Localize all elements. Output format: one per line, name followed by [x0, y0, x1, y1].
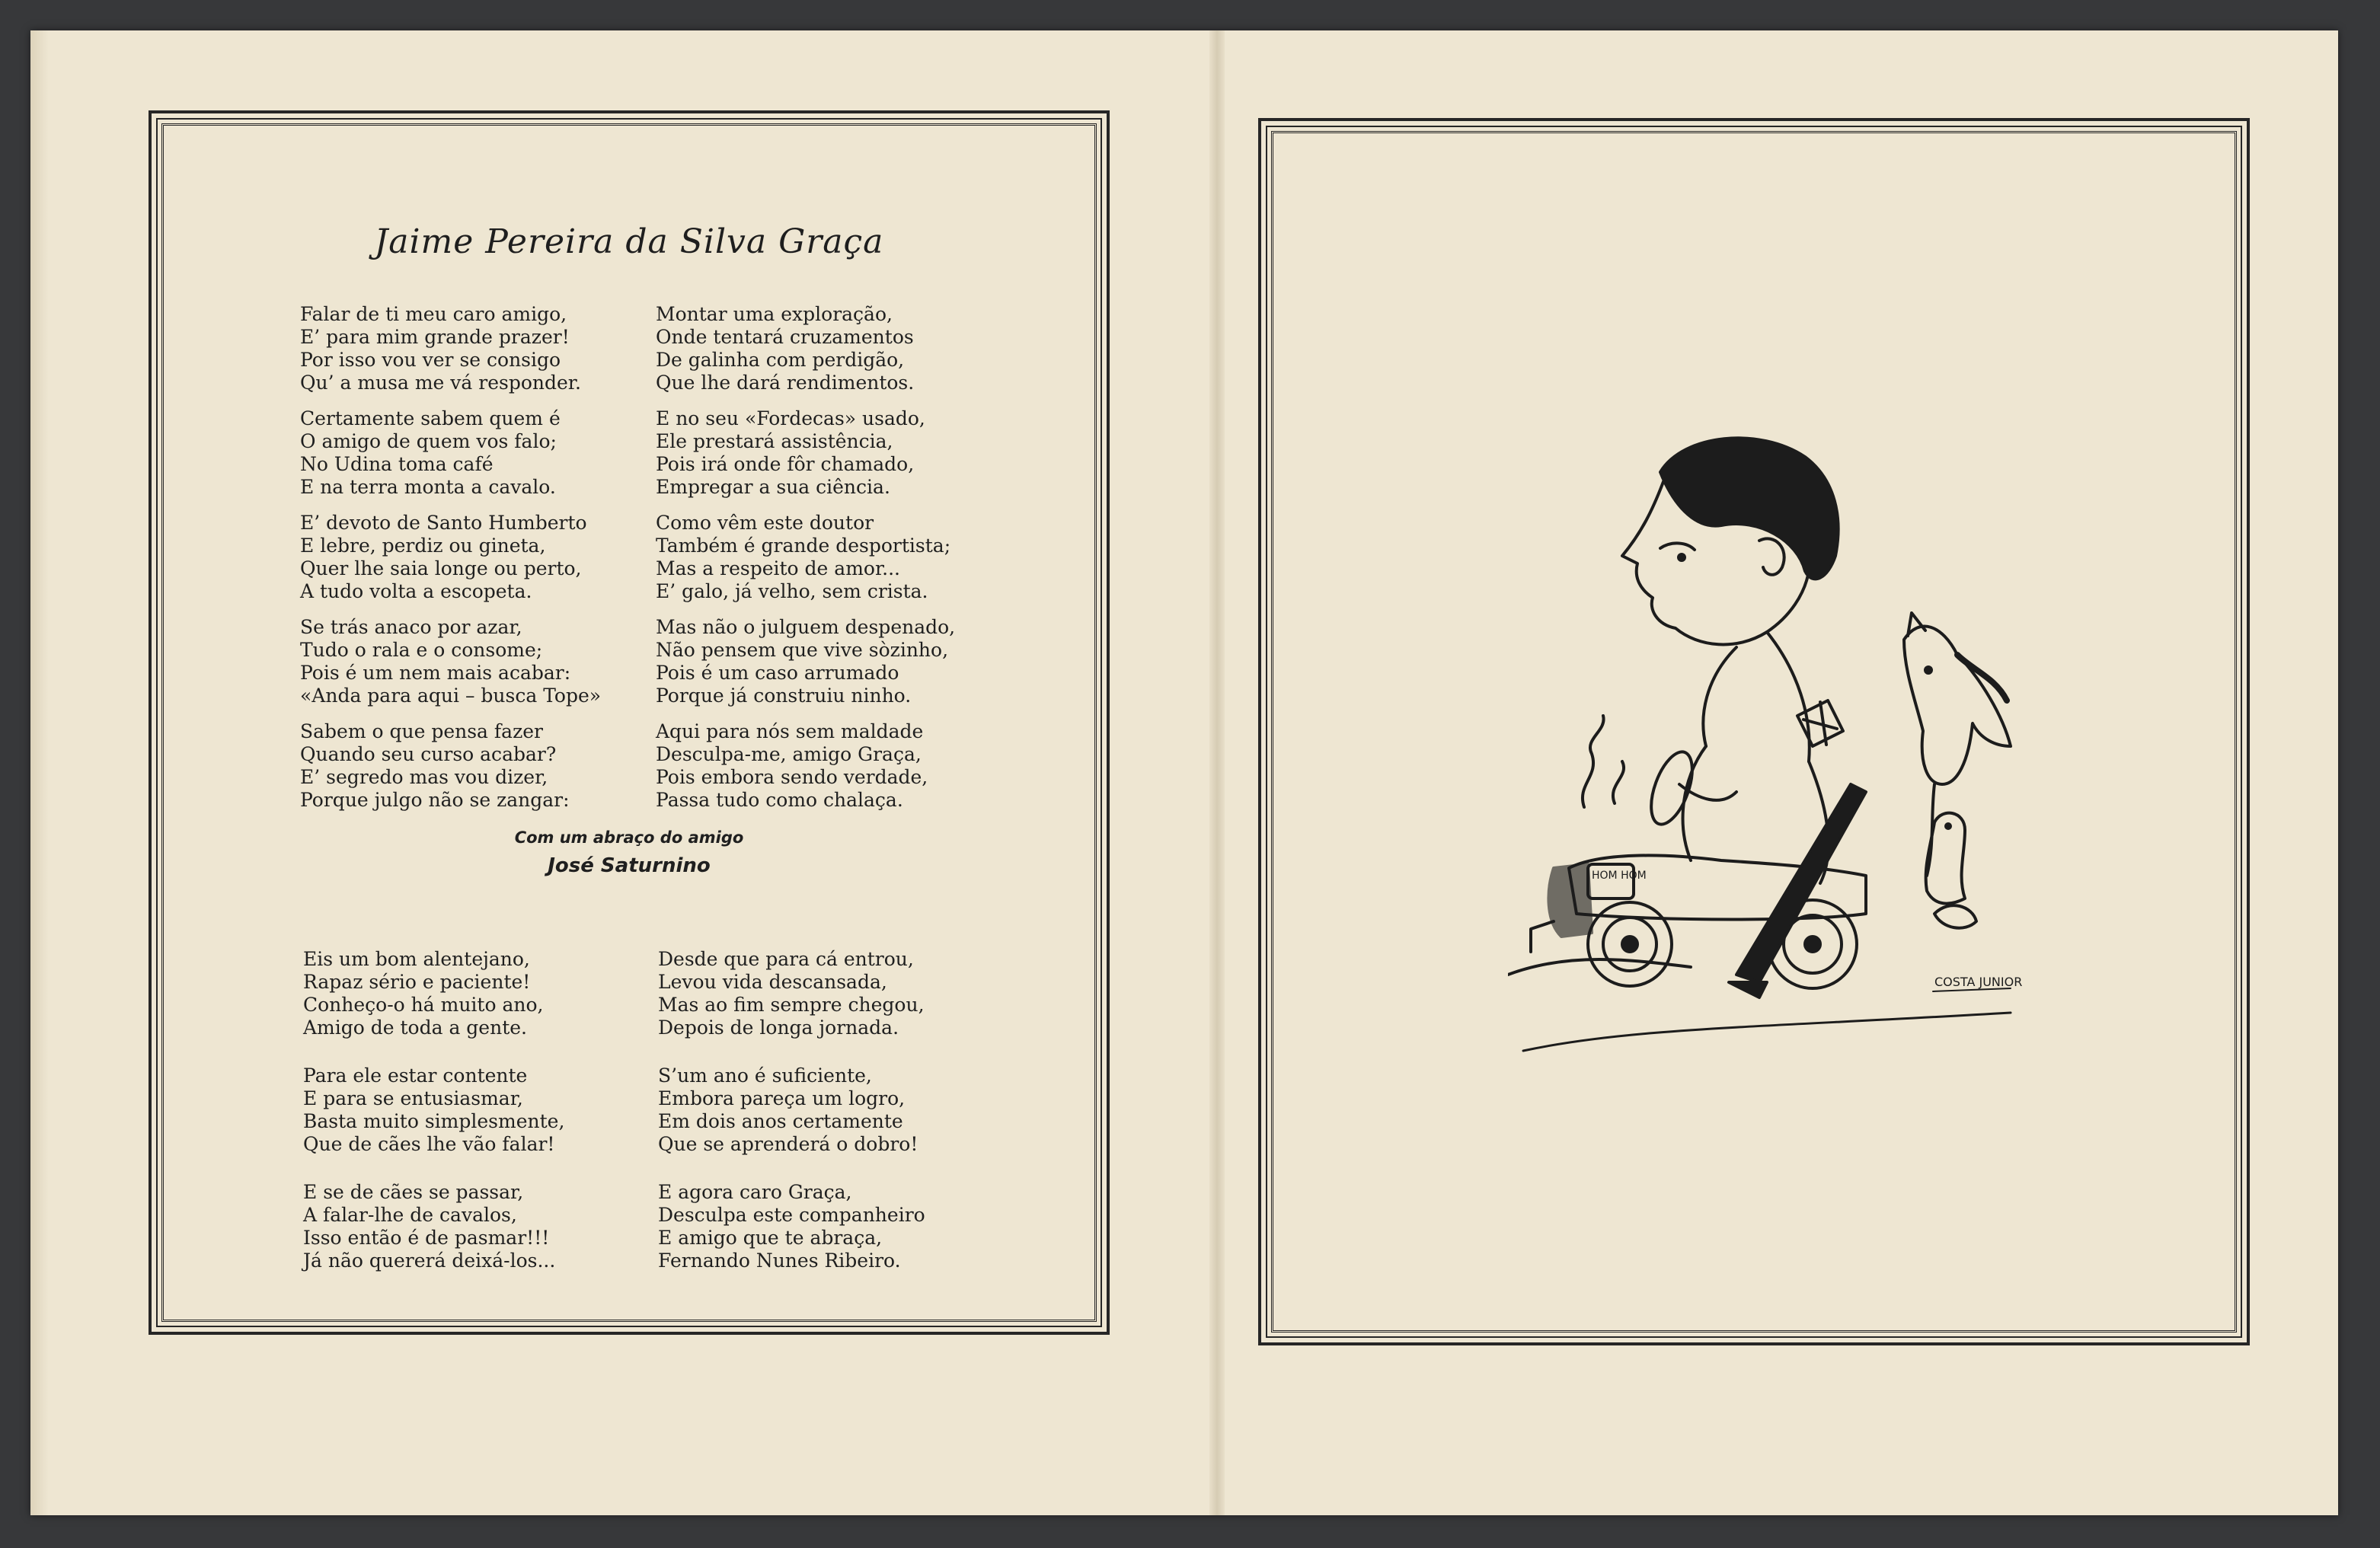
verse-line: Fernando Nunes Ribeiro. [658, 1250, 901, 1272]
verse-line: Tudo o rala e o consome; [300, 639, 543, 661]
verse-line: Pois é um caso arrumado [656, 662, 899, 684]
verse-line: Certamente sabem quem é [300, 407, 561, 429]
verse-line: Amigo de toda a gente. [303, 1017, 527, 1039]
verse-line: Conheço-o há muito ano, [303, 994, 544, 1016]
verse-line: Qu’ a musa me vá responder. [300, 372, 581, 394]
verse-line: De galinha com perdigão, [656, 349, 905, 371]
verse-line: Desde que para cá entrou, [658, 948, 914, 970]
verse-line: Por isso vou ver se consigo [300, 349, 561, 371]
verse-line: E’ segredo mas vou dizer, [300, 766, 548, 788]
left-page-border [149, 110, 1110, 1335]
verse-line: Não pensem que vive sòzinho, [656, 639, 949, 661]
verse-line: E agora caro Graça, [658, 1181, 852, 1203]
verse-line: Que se aprenderá o dobro! [658, 1133, 918, 1155]
verse-line: Empregar a sua ciência. [656, 476, 890, 498]
verse-line: Porque julgo não se zangar: [300, 789, 570, 811]
stanza [656, 512, 955, 603]
verse-line: Passa tudo como chalaça. [656, 789, 903, 811]
verse-line: Sabem o que pensa fazer [300, 720, 543, 742]
verse-line: E no seu «Fordecas» usado, [656, 407, 925, 429]
stanza [658, 948, 925, 1039]
verse-line: Desculpa-me, amigo Graça, [656, 743, 922, 765]
verse-line: E’ para mim grande prazer! [300, 326, 570, 348]
verse-line: Quer lhe saia longe ou perto, [300, 557, 582, 579]
verse-line: Quando seu curso acabar? [300, 743, 557, 765]
verse-line: Pois embora sendo verdade, [656, 766, 928, 788]
poem-column-c [303, 948, 564, 1297]
stanza [303, 1064, 564, 1156]
stanza [303, 948, 564, 1039]
signature-intro: Com um abraço do amigo [514, 828, 744, 847]
verse-line: E lebre, perdiz ou gineta, [300, 535, 546, 557]
stanza [656, 407, 955, 499]
verse-line: Se trás anaco por azar, [300, 616, 522, 638]
verse-line: A falar-lhe de cavalos, [303, 1204, 517, 1226]
verse-line: A tudo volta a escopeta. [300, 580, 532, 602]
verse-line: Mas não o julguem despenado, [656, 616, 956, 638]
stanza [300, 512, 601, 603]
poem-column-a [300, 303, 601, 825]
poem-column-d [658, 948, 925, 1297]
caricature-illustration [1508, 426, 2026, 1066]
verse-line: E para se entusiasmar, [303, 1087, 523, 1109]
stanza [656, 720, 955, 812]
verse-line: Eis um bom alentejano, [303, 948, 530, 970]
signature-name: José Saturnino [548, 854, 711, 877]
verse-line: E’ devoto de Santo Humberto [300, 512, 587, 534]
verse-line: S’um ano é suficiente, [658, 1064, 872, 1087]
stanza [300, 720, 601, 812]
verse-line: Também é grande desportista; [656, 535, 951, 557]
book-gutter [1209, 30, 1225, 1515]
stanza [300, 303, 601, 394]
page-edge [30, 30, 49, 1515]
verse-line: Embora pareça um logro, [658, 1087, 906, 1109]
verse-line: Mas ao fim sempre chegou, [658, 994, 925, 1016]
verse-line: Desculpa este companheiro [658, 1204, 925, 1226]
verse-line: Para ele estar contente [303, 1064, 528, 1087]
stanza [658, 1064, 925, 1156]
stanza [300, 407, 601, 499]
verse-line: Como vêm este doutor [656, 512, 874, 534]
poem-column-b [656, 303, 955, 825]
car-sign: HOM HOM [1592, 870, 1647, 882]
verse-line: Depois de longa jornada. [658, 1017, 899, 1039]
stanza [656, 616, 955, 707]
verse-line: E se de cães se passar, [303, 1181, 524, 1203]
verse-line: Ele prestará assistência, [656, 430, 893, 452]
verse-line: Aqui para nós sem maldade [656, 720, 924, 742]
verse-line: Falar de ti meu caro amigo, [300, 303, 567, 325]
stanza [300, 616, 601, 707]
artist-signature: COSTA JUNIOR [1934, 975, 2023, 989]
verse-line: E’ galo, já velho, sem crista. [656, 580, 928, 602]
verse-line: Pois é um nem mais acabar: [300, 662, 571, 684]
verse-line: Levou vida descansada, [658, 971, 887, 993]
verse-line: E amigo que te abraça, [658, 1227, 883, 1249]
poem-title: Jaime Pereira da Silva Graça [374, 222, 884, 261]
stanza [656, 303, 955, 394]
verse-line: Rapaz sério e paciente! [303, 971, 531, 993]
stanza [303, 1181, 564, 1272]
verse-line: O amigo de quem vos falo; [300, 430, 557, 452]
verse-line: Mas a respeito de amor... [656, 557, 900, 579]
verse-line: «Anda para aqui – busca Tope» [300, 685, 602, 707]
verse-line: Basta muito simplesmente, [303, 1110, 565, 1132]
verse-line: Em dois anos certamente [658, 1110, 903, 1132]
verse-line: E na terra monta a cavalo. [300, 476, 556, 498]
verse-line: Já não quererá deixá-los... [303, 1250, 556, 1272]
verse-line: Que lhe dará rendimentos. [656, 372, 915, 394]
verse-line: No Udina toma café [300, 453, 494, 475]
verse-line: Pois irá onde fôr chamado, [656, 453, 915, 475]
verse-line: Porque já construiu ninho. [656, 685, 912, 707]
stanza [658, 1181, 925, 1272]
verse-line: Isso então é de pasmar!!! [303, 1227, 550, 1249]
verse-line: Onde tentará cruzamentos [656, 326, 914, 348]
verse-line: Que de cães lhe vão falar! [303, 1133, 555, 1155]
verse-line: Montar uma exploração, [656, 303, 893, 325]
